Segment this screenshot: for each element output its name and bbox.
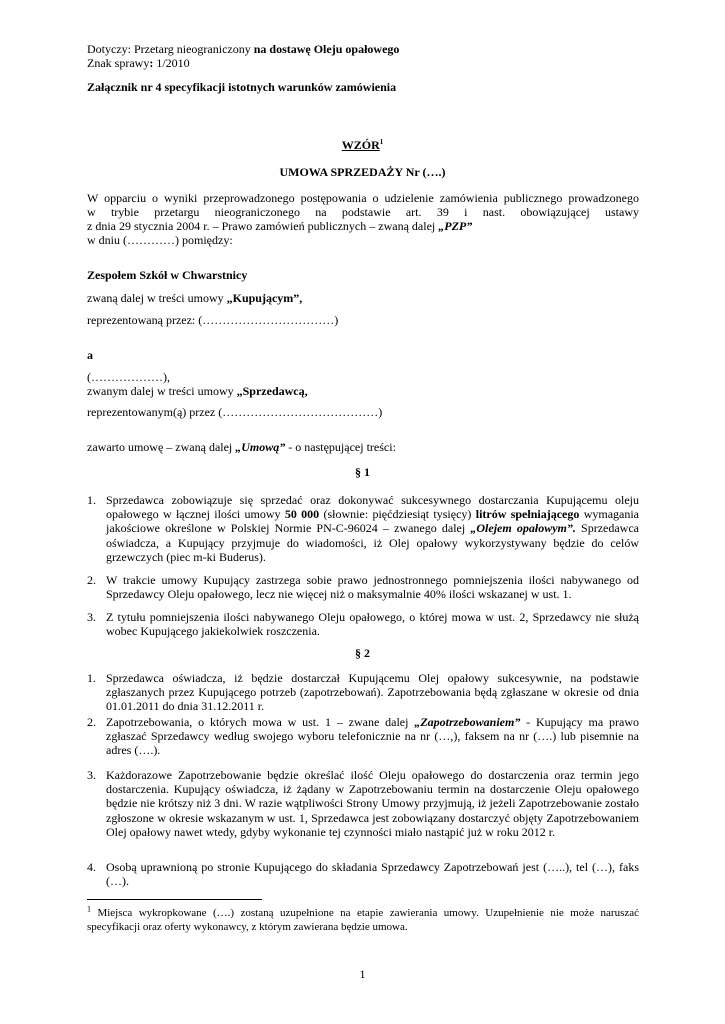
s1-item-1-unit: litrów spełniającego bbox=[475, 507, 580, 522]
section-2-heading: § 2 bbox=[355, 646, 370, 660]
footnote-mark: 1 bbox=[87, 904, 91, 914]
seller-name-placeholder: (………………), bbox=[87, 370, 170, 384]
s1-item-2-number: 2. bbox=[87, 573, 96, 587]
s1-item-1-quantity: 50 000 bbox=[284, 507, 320, 522]
s1-item-1-text-b: (słownie: pięćdziesiąt tysięcy) bbox=[319, 507, 476, 522]
s1-item-1-number: 1. bbox=[87, 493, 96, 507]
footnote-text: Miejsca wykropkowane (….) zostaną uzupełnione na etapie zawierania umowy. Uzupełnienie nie może naruszać specyfikacji oraz oferty wykonawcy, z którym zawierana będzie umowa. bbox=[87, 907, 639, 933]
contract-concluded bbox=[87, 440, 396, 454]
s2-item-3-number: 3. bbox=[87, 768, 96, 782]
s2-item-2 bbox=[106, 715, 639, 758]
footnote-reference: 1 bbox=[379, 138, 384, 146]
header-case-number bbox=[87, 56, 190, 70]
s2-item-3: Każdorazowe Zapotrzebowanie będzie określać ilość Oleju opałowego do dostarczenia oraz termin jego dostarczenia. Kupujący oświadcza, iż żądany w Zapotrzebowaniu termin na dostarczenie Oleju opałowego będzie nie krótszy niż 3 dni. W razie wątpliwości Strony Umowy przyjmują, iż jeżeli Zapotrzebowanie zostało zgłoszone w okresie wskazanym w ust. 1, Sprzedawca jest zobowiązany dostarczyć objęty Zapotrzebowaniem Olej opałowy nawet wtedy, gdyby wykonanie tej czynności miało nastąpić już w roku 2012 r. bbox=[106, 768, 639, 839]
buyer-called bbox=[87, 291, 302, 305]
pzp-term: „PZP” bbox=[438, 219, 473, 233]
intro-line-2: w trybie przetargu nieograniczonego na podstawie art. 39 i nast. obowiązującej ustawy bbox=[87, 205, 639, 219]
s2-item-4: Osobą uprawnioną po stronie Kupującego do składania Sprzedawcy Zapotrzebowań jest (…..), tel (…), faks (…). bbox=[106, 860, 639, 889]
s1-item-1-text-c: wymagania jakościowe określone w Polskiej Normie PN-C-96024 – zwanego dalej bbox=[106, 507, 640, 536]
s1-item-1-oil-term: „Olejem opałowym”. bbox=[470, 521, 576, 536]
s1-item-3-number: 3. bbox=[87, 610, 96, 624]
contract-title: UMOWA SPRZEDAŻY Nr (….) bbox=[279, 165, 446, 179]
intro-line-4: w dniu (…………) pomiędzy: bbox=[87, 233, 233, 247]
footnote-separator bbox=[87, 899, 262, 900]
s2-item-1-number: 1. bbox=[87, 671, 96, 685]
page-number: 1 bbox=[359, 967, 366, 981]
buyer-representative: reprezentowaną przez: (……………………………) bbox=[87, 313, 339, 327]
intro-line-3 bbox=[87, 219, 472, 233]
buyer-name: Zespołem Szkół w Chwarstnicy bbox=[87, 268, 248, 282]
s2-item-2-term: „Zapotrzebowaniem” bbox=[414, 715, 521, 729]
s1-item-2: W trakcie umowy Kupujący zastrzega sobie prawo jednostronnego pomniejszenia ilości nabywanego od Sprzedawcy Oleju opałowego, lecz nie więcej niż o maksymalnie 40% ilości wskazanej w ust. 1. bbox=[106, 573, 639, 602]
s2-item-2-text-b: - Kupujący ma prawo zgłaszać Sprzedawcy według swojego wyboru telefonicznie na nr (…,), faksem na nr (….) lub pisemnie na adres (….). bbox=[106, 715, 639, 758]
concluded-prefix: zawarto umowę – zwaną dalej bbox=[87, 440, 236, 454]
header-attachment: Załącznik nr 4 specyfikacji istotnych warunków zamówienia bbox=[87, 80, 397, 94]
section-1-heading: § 1 bbox=[355, 465, 370, 479]
buyer-term: „Kupującym”, bbox=[226, 291, 303, 305]
concluded-suffix: - o następującej treści: bbox=[285, 440, 396, 454]
s1-item-3: Z tytułu pomniejszenia ilości nabywanego Oleju opałowego, o której mowa w ust. 2, Sprzedawcy nie służą wobec Kupującego jakiekolwiek roszczenia. bbox=[106, 610, 639, 639]
case-number-label: Znak sprawy bbox=[87, 56, 150, 70]
seller-called bbox=[87, 384, 308, 398]
s2-item-2-text-a: Zapotrzebowania, o których mowa w ust. 1 – zwane dalej bbox=[106, 715, 415, 729]
s2-item-4-number: 4. bbox=[87, 860, 96, 874]
s1-item-1-text-d: Sprzedawca oświadcza, a Kupujący przyjmuje do wiadomości, iż Olej opałowy wykorzystywany będzie do celów grzewczych (piec m-ki Buderus). bbox=[106, 521, 639, 564]
umowa-term: „Umową” bbox=[235, 440, 286, 454]
footnote bbox=[87, 904, 639, 934]
seller-called-text: zwanym dalej w treści umowy bbox=[87, 384, 237, 398]
header-subject-prefix: Dotyczy: Przetarg nieograniczony bbox=[87, 42, 254, 56]
s1-item-1 bbox=[106, 493, 639, 564]
intro-line-1: W opparciu o wyniki przeprowadzonego postępowania o udzielenie zamówienia publicznego prowadzonego bbox=[87, 191, 639, 205]
case-number-colon: : bbox=[149, 56, 154, 70]
template-title bbox=[0, 138, 725, 152]
seller-term: „Sprzedawcą, bbox=[236, 384, 308, 398]
intro-line-3-text: z dnia 29 stycznia 2004 r. – Prawo zamówień publicznych – zwaną dalej bbox=[87, 219, 439, 233]
conjunction-a: a bbox=[87, 348, 93, 362]
buyer-called-text: zwaną dalej w treści umowy bbox=[87, 291, 227, 305]
seller-representative: reprezentowanym(ą) przez (…………………………………) bbox=[87, 405, 383, 419]
s1-item-1-text-a: Sprzedawca zobowiązuje się sprzedać oraz dokonywać sukcesywnego dostarczania Kupującemu oleju opałowego w łącznej ilości umowy bbox=[106, 493, 639, 522]
wzor-label: WZÓR bbox=[341, 138, 380, 152]
s2-item-1: Sprzedawca oświadcza, iż będzie dostarczał Kupującemu Olej opałowy sukcesywnie, na podstawie zgłaszanych przez Kupującego potrzeb (zapotrzebowań). Zapotrzebowania będą zgłaszane w okresie od dnia 01.01.2011 do dnia 31.12.2011 r. bbox=[106, 671, 639, 714]
header-subject bbox=[87, 42, 399, 56]
header-subject-bold: na dostawę Oleju opałowego bbox=[253, 42, 400, 56]
s2-item-2-number: 2. bbox=[87, 715, 96, 729]
case-number-value: 1/2010 bbox=[153, 56, 190, 70]
